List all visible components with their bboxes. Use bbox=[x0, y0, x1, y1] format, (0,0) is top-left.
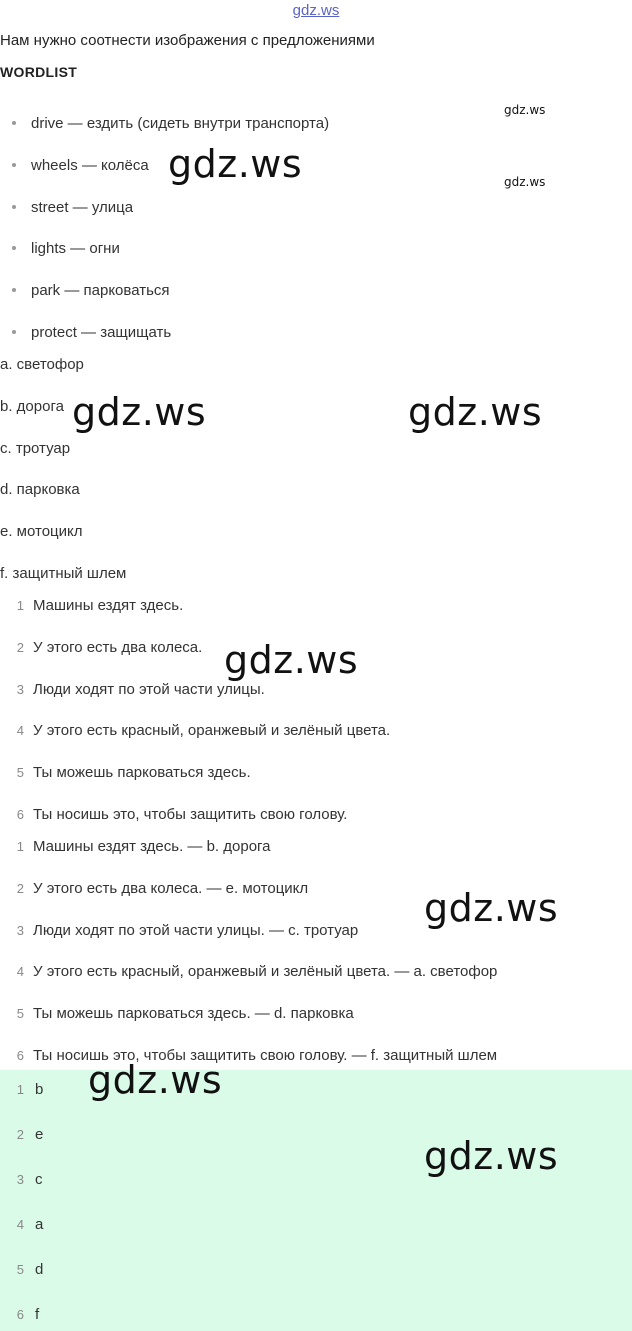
option-item: f. защитный шлем bbox=[0, 565, 127, 582]
watermark: gdz.ws bbox=[504, 103, 546, 117]
bullet-icon bbox=[12, 121, 16, 125]
bullet-icon bbox=[12, 205, 16, 209]
option-item: e. мотоцикл bbox=[0, 523, 83, 540]
answer-item: 5 d bbox=[16, 1261, 44, 1278]
watermark: gdz.ws bbox=[504, 175, 546, 189]
watermark: gdz.ws bbox=[224, 638, 359, 682]
watermark: gdz.ws bbox=[168, 142, 303, 186]
watermark: gdz.ws bbox=[408, 390, 543, 434]
sentence-item: 6 Ты носишь это, чтобы защитить свою голову. bbox=[16, 806, 348, 823]
list-item: lights — огни bbox=[12, 240, 120, 257]
match-item: 5 Ты можешь парковаться здесь. — d. парковка bbox=[16, 1005, 354, 1022]
sentence-item: 3 Люди ходят по этой части улицы. bbox=[16, 681, 265, 698]
sentence-item: 5 Ты можешь парковаться здесь. bbox=[16, 764, 251, 781]
match-item: 1 Машины ездят здесь. — b. дорога bbox=[16, 838, 271, 855]
site-link[interactable]: gdz.ws bbox=[292, 2, 340, 19]
list-item: wheels — колёса bbox=[12, 157, 149, 174]
list-item: street — улица bbox=[12, 199, 133, 216]
answer-item: 2 e bbox=[16, 1126, 44, 1143]
match-item: 4 У этого есть красный, оранжевый и зелёный цвета. — a. светофор bbox=[16, 963, 498, 980]
answer-item: 1 b bbox=[16, 1081, 44, 1098]
watermark: gdz.ws bbox=[88, 1058, 223, 1102]
sentence-item: 4 У этого есть красный, оранжевый и зелёный цвета. bbox=[16, 722, 391, 739]
match-item: 6 Ты носишь это, чтобы защитить свою голову. — f. защитный шлем bbox=[16, 1047, 498, 1064]
list-item: protect — защищать bbox=[12, 324, 171, 341]
watermark: gdz.ws bbox=[72, 390, 207, 434]
sentence-item: 2 У этого есть два колеса. bbox=[16, 639, 203, 656]
option-item: a. светофор bbox=[0, 356, 84, 373]
bullet-icon bbox=[12, 163, 16, 167]
bullet-icon bbox=[12, 288, 16, 292]
option-item: c. тротуар bbox=[0, 440, 71, 457]
list-item: park — парковаться bbox=[12, 282, 170, 299]
option-item: d. парковка bbox=[0, 481, 80, 498]
task-intro: Нам нужно соотнести изображения с предложениями bbox=[0, 32, 375, 49]
answer-item: 4 a bbox=[16, 1216, 44, 1233]
answer-item: 6 f bbox=[16, 1306, 40, 1323]
bullet-icon bbox=[12, 246, 16, 250]
answer-panel bbox=[0, 1070, 632, 1331]
answer-item: 3 c bbox=[16, 1171, 43, 1188]
sentence-item: 1 Машины ездят здесь. bbox=[16, 597, 184, 614]
bullet-icon bbox=[12, 330, 16, 334]
watermark: gdz.ws bbox=[424, 886, 559, 930]
wordlist-title: WORDLIST bbox=[0, 64, 78, 80]
watermark: gdz.ws bbox=[424, 1134, 559, 1178]
option-item: b. дорога bbox=[0, 398, 64, 415]
match-item: 3 Люди ходят по этой части улицы. — c. тротуар bbox=[16, 922, 359, 939]
list-item: drive — ездить (сидеть внутри транспорта) bbox=[12, 115, 329, 132]
match-item: 2 У этого есть два колеса. — e. мотоцикл bbox=[16, 880, 309, 897]
